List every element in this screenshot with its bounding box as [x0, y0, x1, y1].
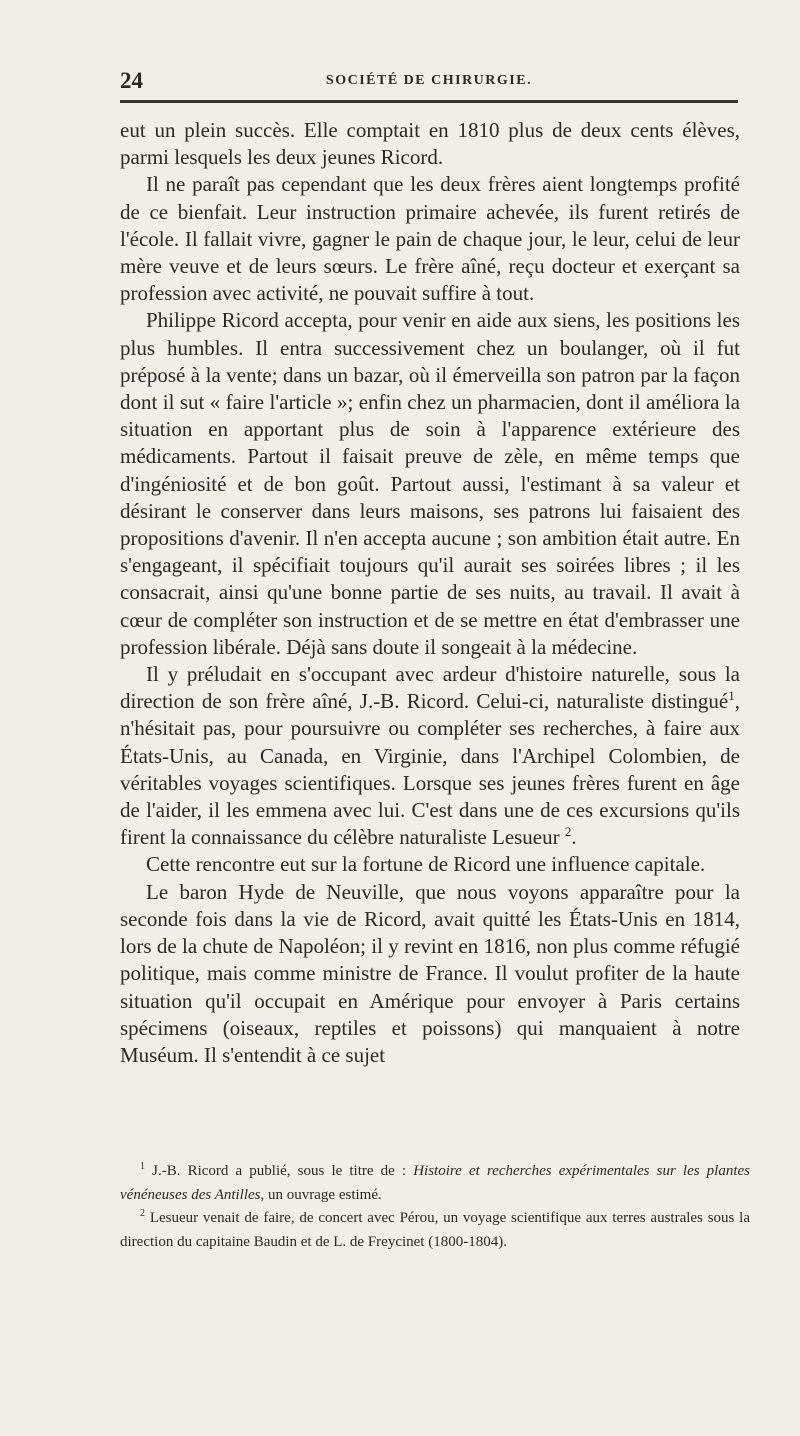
running-title: SOCIÉTÉ DE CHIRURGIE. — [325, 73, 533, 88]
header-rule — [120, 100, 738, 103]
footnote-mark: 1 — [140, 1161, 145, 1172]
footnote-ref: 2 — [564, 824, 572, 840]
footnote-text: J.-B. Ricord a publié, sous le titre de : — [152, 1163, 414, 1179]
footnotes — [120, 1160, 750, 1254]
footnote — [120, 1207, 750, 1254]
paragraph-text: Il y préludait en s'occupant avec ardeur d'histoire naturelle, sous la direction de son frère aîné, J.-B. Ricord. Celui-ci, naturaliste distingué — [120, 662, 740, 714]
footnote-mark: 2 — [140, 1208, 145, 1219]
footnote-ref: 1 — [728, 688, 735, 704]
paragraph — [120, 661, 740, 851]
footnote-work-title: Histoire et recherches expérimentales sur les plantes vénéneuses des Antilles — [120, 1163, 751, 1203]
body-text — [120, 117, 740, 1069]
footnote-text: , un ouvrage estimé. — [260, 1186, 382, 1203]
footnote — [120, 1160, 750, 1207]
paragraph: Il ne paraît pas cependant que les deux frères aient longtemps profité de ce bienfait. Leur instruction primaire achevée, ils furent retirés de l'école. Il fallait vivre, gagner le pain de chaque jour, le leur, celui de leur mère veuve et de leurs sœurs. Le frère aîné, reçu docteur et exerçant sa profession avec activité, ne pouvait suffire à tout. — [120, 172, 740, 306]
paragraph: eut un plein succès. Elle comptait en 1810 plus de deux cents élèves, parmi lesquels les deux jeunes Ricord. — [120, 118, 740, 170]
page-number: 24 — [120, 68, 143, 93]
footnote-text: Lesueur venait de faire, de concert avec Pérou, un voyage scientifique aux terres australes sous la direction du capitaine Baudin et de L. de Freycinet (1800-1804). — [120, 1210, 751, 1250]
paragraph: Philippe Ricord accepta, pour venir en aide aux siens, les positions les plus humbles. Il entra successivement chez un boulanger, où il fut préposé à la vente; dans un bazar, où il émerveilla son patron par la façon dont il sut « faire l'article »; enfin chez un pharmacien, dont il améliora la situation en apportant plus de soin à l'apparence extérieure des médicaments. Partout il faisait preuve de zèle, en même temps que d'ingéniosité et de bon goût. Partout aussi, l'estimant à sa valeur et désirant le conserver dans leurs maisons, ses patrons lui faisaient des propositions d'avenir. Il n'en accepta aucune ; son ambition était autre. En s'engageant, il spécifiait toujours qu'il aurait ses soirées libres ; il les consacrait, ainsi qu'une bonne partie de ses nuits, au travail. Il avait à cœur de compléter son instruction et de se mettre en état d'embrasser une profession libérale. Déjà sans doute il songeait à la médecine. — [120, 308, 740, 659]
page-header — [120, 68, 738, 98]
paragraph-text: . — [571, 825, 577, 850]
paragraph-text: , n'hésitait pas, pour poursuivre ou compléter ses recherches, à faire aux États-Unis, au Canada, en Virginie, dans l'Archipel Colombien, de véritables voyages scientifiques. Lorsque ses jeunes frères furent en âge de l'aider, il les emmena avec lui. C'est dans une de ces excursions qu'ils firent la connaissance du célèbre naturaliste Lesueur — [120, 689, 740, 850]
paragraph: Cette rencontre eut sur la fortune de Ricord une influence capitale. — [146, 852, 706, 877]
paragraph: Le baron Hyde de Neuville, que nous voyons apparaître pour la seconde fois dans la vie de Ricord, avait quitté les États-Unis en 1814, lors de la chute de Napoléon; il y revint en 1816, non plus comme réfugié politique, mais comme ministre de France. Il voulut profiter de la haute situation qu'il occupait en Amérique pour envoyer à Paris certains spécimens (oiseaux, reptiles et poissons) qui manquaient à notre Muséum. Il s'entendit à ce sujet — [120, 879, 740, 1067]
